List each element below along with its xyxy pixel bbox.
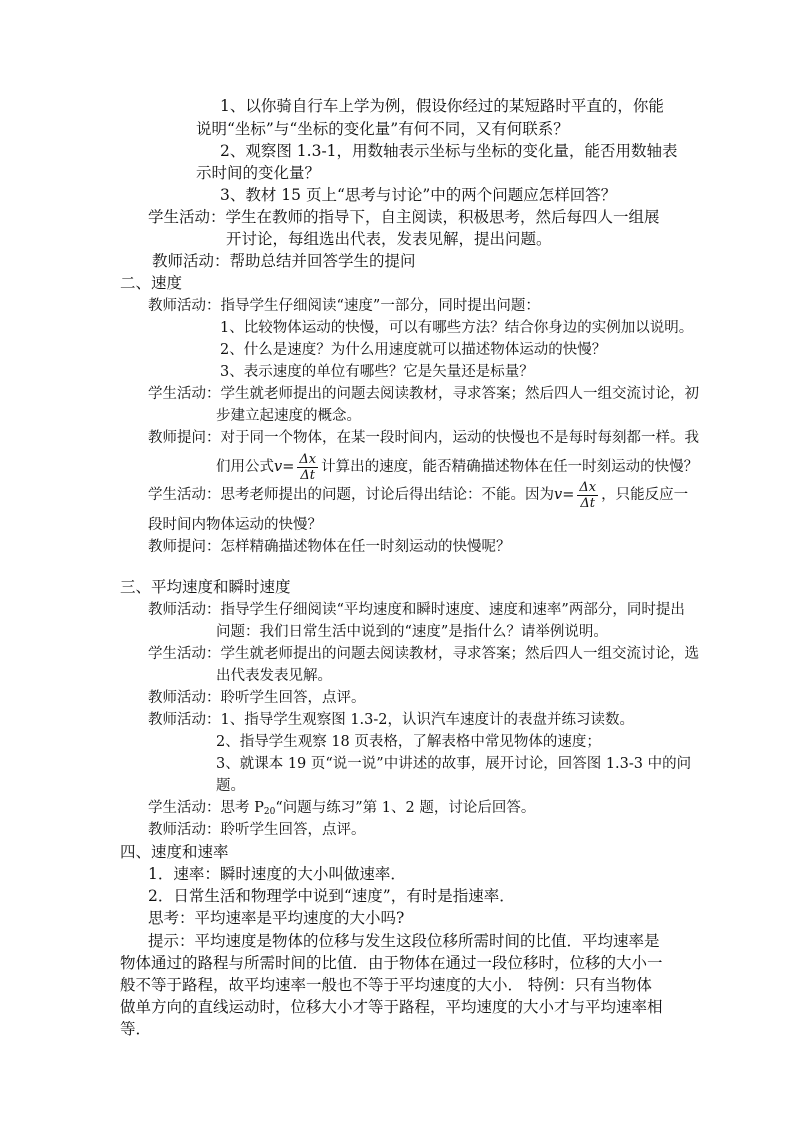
intro-student-activity-line-1: 学生活动：学生在教师的指导下，自主阅读，积极思考，然后每四人一组展 (148, 208, 660, 226)
sec4-hint-line-4: 做单方向的直线运动时，位移大小才等于路程，平均速度的大小才与平均速率相 (120, 998, 663, 1016)
sec4-item-1: 1．速率：瞬时速度的大小叫做速率． (148, 865, 406, 883)
sec2-student-activity-2-line-2: 段时间内物体运动的快慢？ (148, 517, 322, 533)
student-conclusion-prefix: 学生活动：思考老师提出的问题，讨论后得出结论：不能。因为 (148, 487, 554, 503)
formula-prefix-text: 们用公式 (216, 459, 274, 475)
sec3-teacher-activity-3-item-2: 2、指导学生观察 18 页表格，了解表格中常见物体的速度； (216, 734, 601, 750)
sec4-hint-line-1: 提示：平均速度是物体的位移与发生这段位移所需时间的比值．平均速率是 (148, 932, 660, 950)
sec3-student-activity-line-2: 出代表发表见解。 (216, 668, 332, 684)
intro-question-3: 3、教材 15 页上“思考与讨论”中的两个问题应怎样回答？ (220, 186, 617, 204)
section-3-heading: 三、平均速度和瞬时速度 (120, 578, 291, 596)
student-conclusion-suffix: ，只能反应一 (601, 487, 689, 503)
sec4-hint-line-2: 物体通过的路程与所需时间的比值．由于物体在通过一段位移时，位移的大小一 (120, 954, 663, 972)
page-subscript: 20 (263, 807, 276, 817)
intro-question-1-line-1: 1、以你骑自行车上学为例，假设你经过的某短路时平直的，你能 (220, 97, 664, 115)
sec3-teacher-activity-line-1: 教师活动：指导学生仔细阅读“平均速度和瞬时速度、速度和速率”两部分，同时提出 (148, 602, 685, 618)
sec2-teacher-question-2: 教师提问：怎样精确描述物体在任一时刻运动的快慢呢？ (148, 539, 511, 555)
intro-teacher-activity: 教师活动：帮助总结并回答学生的提问 (152, 252, 416, 270)
sec3-teacher-activity-3-item-3-line-2: 题。 (216, 778, 245, 794)
formula-denominator: Δt (300, 467, 316, 483)
sec2-teacher-activity: 教师活动：指导学生仔细阅读“速度”一部分，同时提出问题： (148, 298, 540, 314)
sec3-teacher-activity-3-item-1: 教师活动：1、指导学生观察图 1.3-2，认识汽车速度计的表盘并练习读数。 (148, 712, 635, 728)
sec2-student-activity-line-2: 步建立起速度的概念。 (216, 408, 361, 424)
sec2-question-1: 1、比较物体运动的快慢，可以有哪些方法？结合你身边的实例加以说明。 (220, 320, 694, 336)
sec3-student-activity-2 (148, 798, 535, 822)
sec2-student-activity-line-1: 学生活动：学生就老师提出的问题去阅读教材，寻求答案；然后四人一组交流讨论，初 (148, 386, 699, 402)
velocity-formula-fraction-2 (577, 480, 598, 511)
formula-suffix-text: 计算出的速度，能否精确描述物体在任一时刻运动的快慢？ (321, 459, 699, 475)
student-activity-2-suffix: “问题与练习”第 1、2 题，讨论后回答。 (275, 800, 536, 816)
sec3-student-activity-line-1: 学生活动：学生就老师提出的问题去阅读教材，寻求答案；然后四人一组交流讨论，选 (148, 646, 699, 662)
sec2-teacher-question-line-1: 教师提问：对于同一个物体，在某一段时间内，运动的快慢也不是每时每刻都一样。我 (148, 430, 699, 446)
velocity-symbol: v (274, 459, 283, 475)
sec3-teacher-activity-2: 教师活动：聆听学生回答，点评。 (148, 690, 366, 706)
section-2-heading: 二、速度 (120, 274, 183, 292)
sec4-hint-line-5: 等． (120, 1020, 152, 1038)
formula-numerator: Δx (299, 451, 317, 467)
student-activity-2-prefix: 学生活动：思考 P (148, 800, 264, 816)
section-4-heading: 四、速度和速率 (120, 843, 229, 861)
intro-question-2-line-2: 示时间的变化量？ (196, 164, 321, 182)
sec2-question-2: 2、什么是速度？为什么用速度就可以描述物体运动的快慢？ (220, 342, 607, 358)
intro-question-1-line-2: 说明“坐标”与“坐标的变化量”有何不同，又有何联系？ (196, 120, 569, 138)
intro-student-activity-line-2: 开讨论，每组选出代表，发表见解，提出问题。 (226, 230, 552, 248)
formula-numerator-2: Δx (579, 479, 597, 495)
sec3-teacher-activity-4: 教师活动：聆听学生回答，点评。 (148, 822, 366, 838)
intro-question-2-line-1: 2、观察图 1.3-1，用数轴表示坐标与坐标的变化量，能否用数轴表 (220, 142, 678, 160)
equals-sign-2: = (562, 487, 575, 503)
sec4-item-2: 2．日常生活和物理学中说到“速度”，有时是指速率． (148, 887, 515, 905)
formula-denominator-2: Δt (580, 495, 596, 511)
sec3-teacher-activity-3-item-3-line-1: 3、就课本 19 页“说一说”中讲述的故事，展开讨论，回答图 1.3-3 中的问 (216, 756, 692, 772)
sec3-teacher-activity-line-2: 问题：我们日常生活中说到的“速度”是指什么？请举例说明。 (216, 624, 608, 640)
sec4-think: 思考：平均速率是平均速度的大小吗? (148, 909, 405, 927)
sec2-student-activity-2-line-1 (148, 477, 688, 513)
sec2-question-3: 3、表示速度的单位有哪些？它是矢量还是标量？ (220, 364, 534, 380)
equals-sign: = (282, 459, 295, 475)
velocity-symbol-2: v (554, 487, 563, 503)
sec4-hint-line-3: 般不等于路程，故平均速率一般也不等于平均速度的大小． 特例：只有当物体 (120, 976, 652, 994)
